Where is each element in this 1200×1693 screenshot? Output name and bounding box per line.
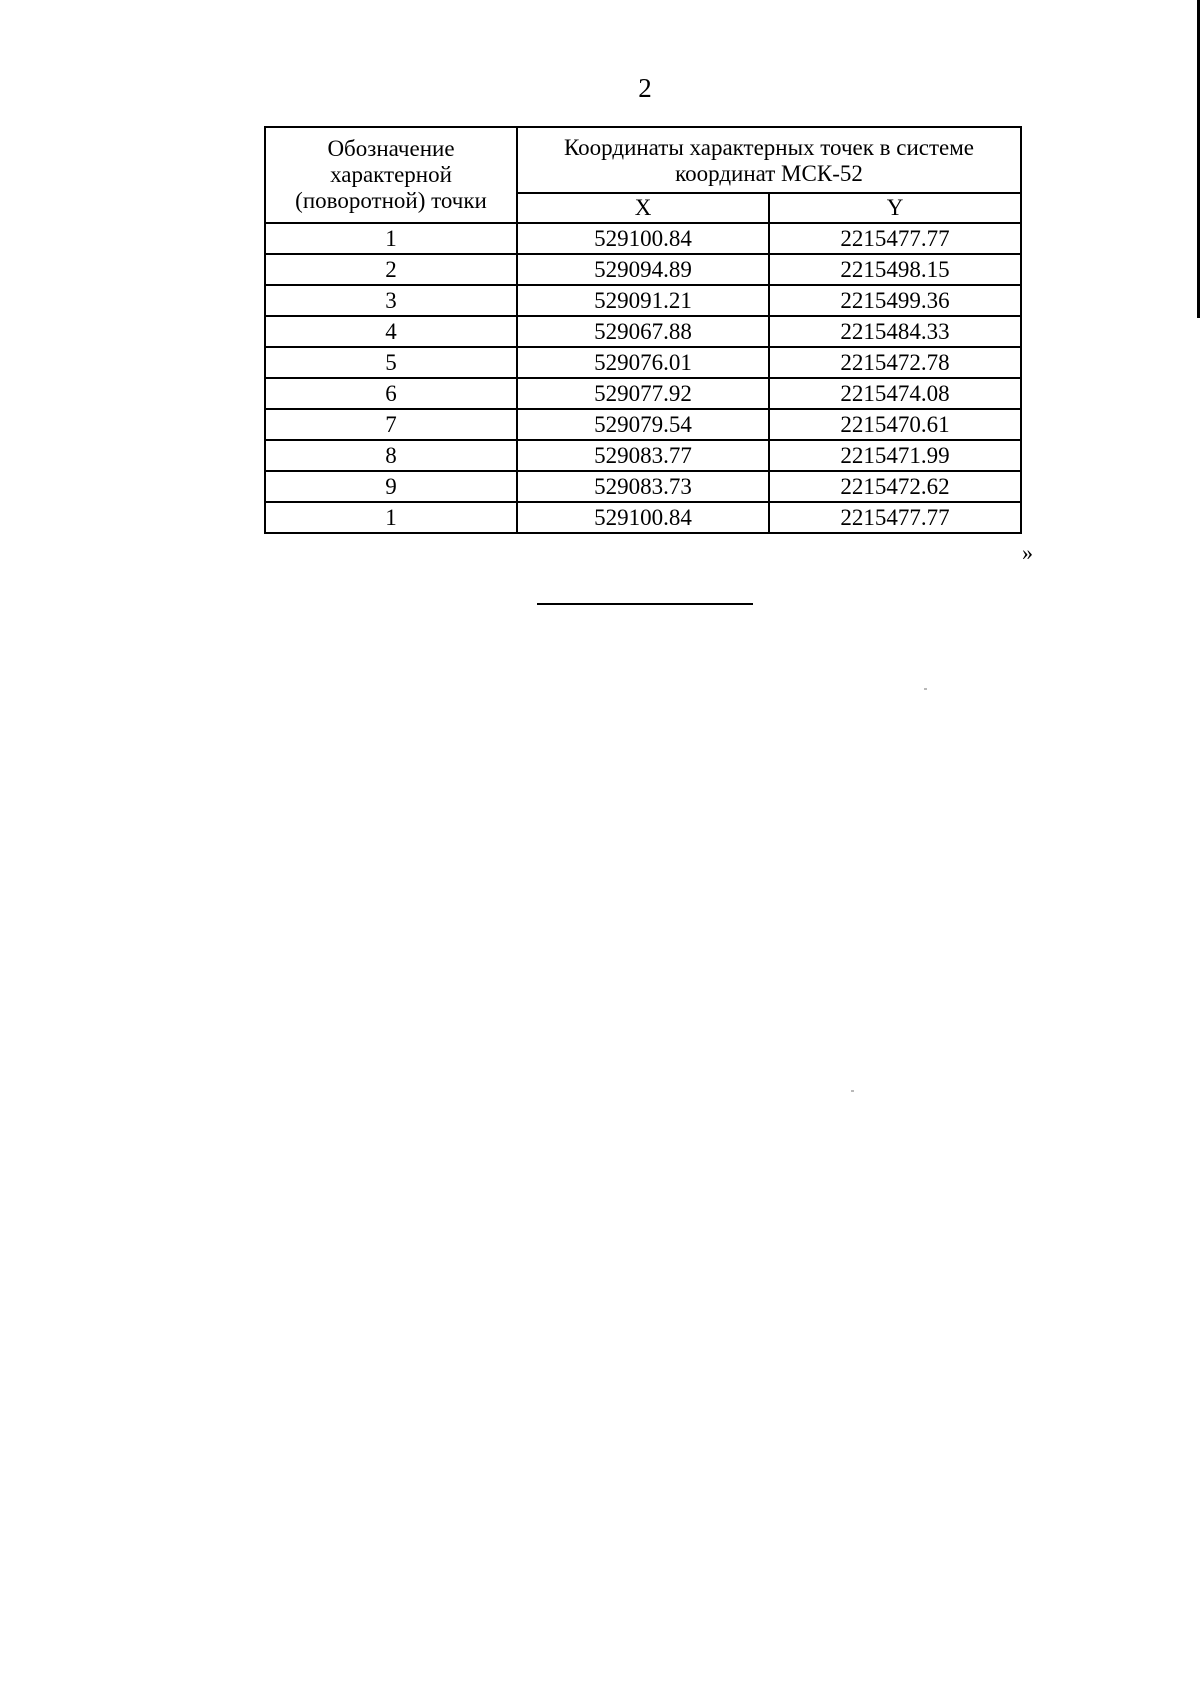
y-cell: 2215498.15 xyxy=(769,254,1021,285)
separator-line xyxy=(537,603,753,605)
table-row xyxy=(265,378,1021,409)
coordinates-table xyxy=(264,126,1022,534)
x-cell: 529094.89 xyxy=(517,254,769,285)
coords-header-line-2: координат МСК-52 xyxy=(675,161,863,186)
scan-speck xyxy=(851,1090,854,1092)
x-cell: 529077.92 xyxy=(517,378,769,409)
x-cell: 529091.21 xyxy=(517,285,769,316)
table-row xyxy=(265,223,1021,254)
x-cell: 529083.77 xyxy=(517,440,769,471)
point-cell: 5 xyxy=(265,347,517,378)
point-header-line-3: (поворотной) точки xyxy=(295,188,487,213)
point-cell: 1 xyxy=(265,223,517,254)
y-cell: 2215477.77 xyxy=(769,223,1021,254)
table-row xyxy=(265,440,1021,471)
table-row xyxy=(265,409,1021,440)
point-cell: 4 xyxy=(265,316,517,347)
y-cell: 2215471.99 xyxy=(769,440,1021,471)
point-header-line-2: характерной xyxy=(330,162,452,187)
table-row xyxy=(265,254,1021,285)
y-column-header: Y xyxy=(769,193,1021,223)
y-cell: 2215484.33 xyxy=(769,316,1021,347)
x-column-header: X xyxy=(517,193,769,223)
y-cell: 2215477.77 xyxy=(769,502,1021,533)
point-header-line-1: Обозначение xyxy=(327,136,455,161)
y-cell: 2215470.61 xyxy=(769,409,1021,440)
y-cell: 2215472.78 xyxy=(769,347,1021,378)
point-cell: 1 xyxy=(265,502,517,533)
point-cell: 7 xyxy=(265,409,517,440)
point-cell: 9 xyxy=(265,471,517,502)
table-row xyxy=(265,471,1021,502)
point-cell: 2 xyxy=(265,254,517,285)
y-cell: 2215499.36 xyxy=(769,285,1021,316)
page-number: 2 xyxy=(638,73,652,103)
y-cell: 2215474.08 xyxy=(769,378,1021,409)
point-cell: 8 xyxy=(265,440,517,471)
table-row xyxy=(265,347,1021,378)
x-cell: 529100.84 xyxy=(517,502,769,533)
x-cell: 529067.88 xyxy=(517,316,769,347)
closing-quote: » xyxy=(1022,540,1033,565)
x-cell: 529079.54 xyxy=(517,409,769,440)
coords-header-line-1: Координаты характерных точек в системе xyxy=(563,135,975,160)
y-cell: 2215472.62 xyxy=(769,471,1021,502)
table-row xyxy=(265,316,1021,347)
point-cell: 3 xyxy=(265,285,517,316)
scan-speck xyxy=(924,688,927,690)
table-row xyxy=(265,502,1021,533)
point-designation-header xyxy=(265,127,517,223)
x-cell: 529100.84 xyxy=(517,223,769,254)
coordinates-group-header xyxy=(517,127,1021,193)
x-cell: 529076.01 xyxy=(517,347,769,378)
x-cell: 529083.73 xyxy=(517,471,769,502)
point-cell: 6 xyxy=(265,378,517,409)
table-row xyxy=(265,285,1021,316)
